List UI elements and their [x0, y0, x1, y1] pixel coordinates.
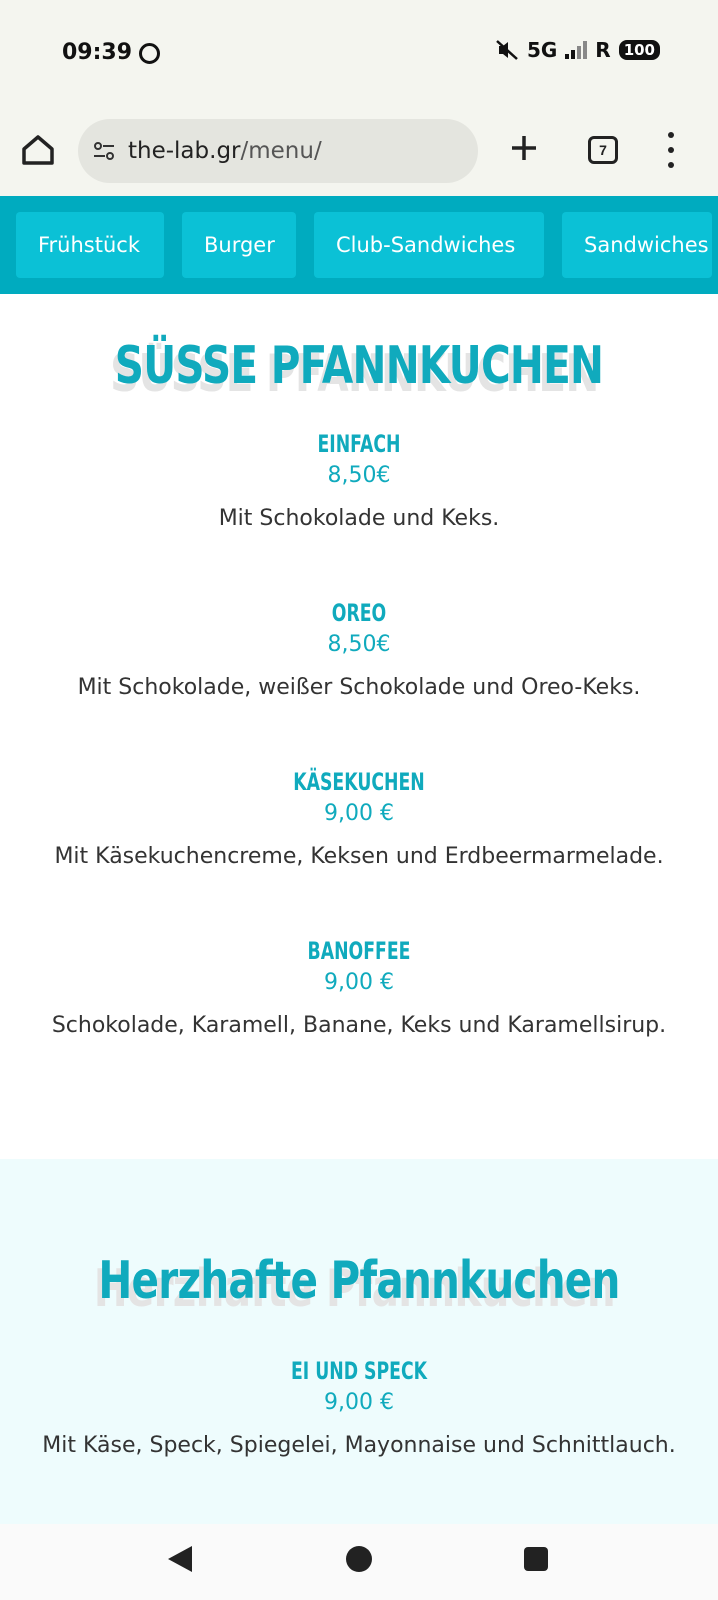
- section-title-savory: Herzhafte Pfannkuchen: [98, 1251, 620, 1311]
- battery-icon: 100: [619, 40, 660, 60]
- browser-toolbar: [0, 104, 718, 196]
- address-bar[interactable]: [78, 119, 478, 183]
- notification-dot-icon: [139, 43, 160, 64]
- category-nav: [0, 196, 718, 294]
- menu-item-price: 8,50€: [327, 632, 391, 657]
- system-nav-bar: [0, 1524, 718, 1600]
- back-icon[interactable]: [168, 1546, 192, 1572]
- status-time: 09:39: [62, 40, 133, 65]
- home-icon[interactable]: [20, 132, 56, 168]
- menu-content: [0, 294, 718, 1524]
- menu-item-desc: Mit Käse, Speck, Spiegelei, Mayonnaise und Schnittlauch.: [42, 1433, 676, 1458]
- tune-icon[interactable]: [92, 139, 116, 163]
- category-tab-club-sandwiches[interactable]: Club-Sandwiches: [314, 212, 544, 278]
- menu-item-name: KÄSEKUCHEN: [293, 768, 425, 796]
- vibrate-off-icon: [495, 39, 519, 61]
- menu-item-name: BANOFFEE: [307, 937, 411, 965]
- network-type: 5G: [526, 38, 558, 62]
- menu-item-desc: Mit Schokolade, weißer Schokolade und Oreo-Keks.: [77, 675, 641, 700]
- menu-item-desc: Mit Käsekuchencreme, Keksen und Erdbeermarmelade.: [54, 844, 664, 869]
- plus-icon[interactable]: [506, 130, 542, 166]
- status-bar: [0, 0, 718, 104]
- url-host: the-lab.gr: [128, 138, 241, 164]
- roaming-flag: R: [595, 38, 611, 62]
- home-circle-icon[interactable]: [346, 1546, 372, 1572]
- menu-item-desc: Schokolade, Karamell, Banane, Keks und Karamellsirup.: [51, 1013, 667, 1038]
- menu-item-desc: Mit Schokolade und Keks.: [218, 506, 500, 531]
- category-tab-fruehstueck[interactable]: Frühstück: [16, 212, 164, 278]
- menu-item-price: 9,00 €: [324, 970, 394, 995]
- category-tab-sandwiches[interactable]: Sandwiches: [562, 212, 712, 278]
- savory-section: [0, 1159, 718, 1524]
- menu-item-price: 9,00 €: [324, 1390, 394, 1415]
- menu-item-name: EINFACH: [317, 430, 401, 458]
- signal-icon: [565, 41, 587, 59]
- menu-item-price: 9,00 €: [324, 801, 394, 826]
- status-indicators: [495, 38, 660, 62]
- tab-switcher-button[interactable]: 7: [588, 136, 618, 164]
- menu-item-price: 8,50€: [327, 463, 391, 488]
- category-tab-burger[interactable]: Burger: [182, 212, 296, 278]
- menu-item-name: EI UND SPECK: [290, 1357, 428, 1385]
- url-text: [128, 138, 322, 164]
- menu-item-name: OREO: [331, 599, 387, 627]
- more-vert-icon[interactable]: [666, 132, 676, 168]
- section-title-sweet: SÜSSE PFANNKUCHEN: [114, 336, 604, 396]
- recents-icon[interactable]: [524, 1547, 548, 1571]
- url-path: /menu/: [240, 138, 322, 164]
